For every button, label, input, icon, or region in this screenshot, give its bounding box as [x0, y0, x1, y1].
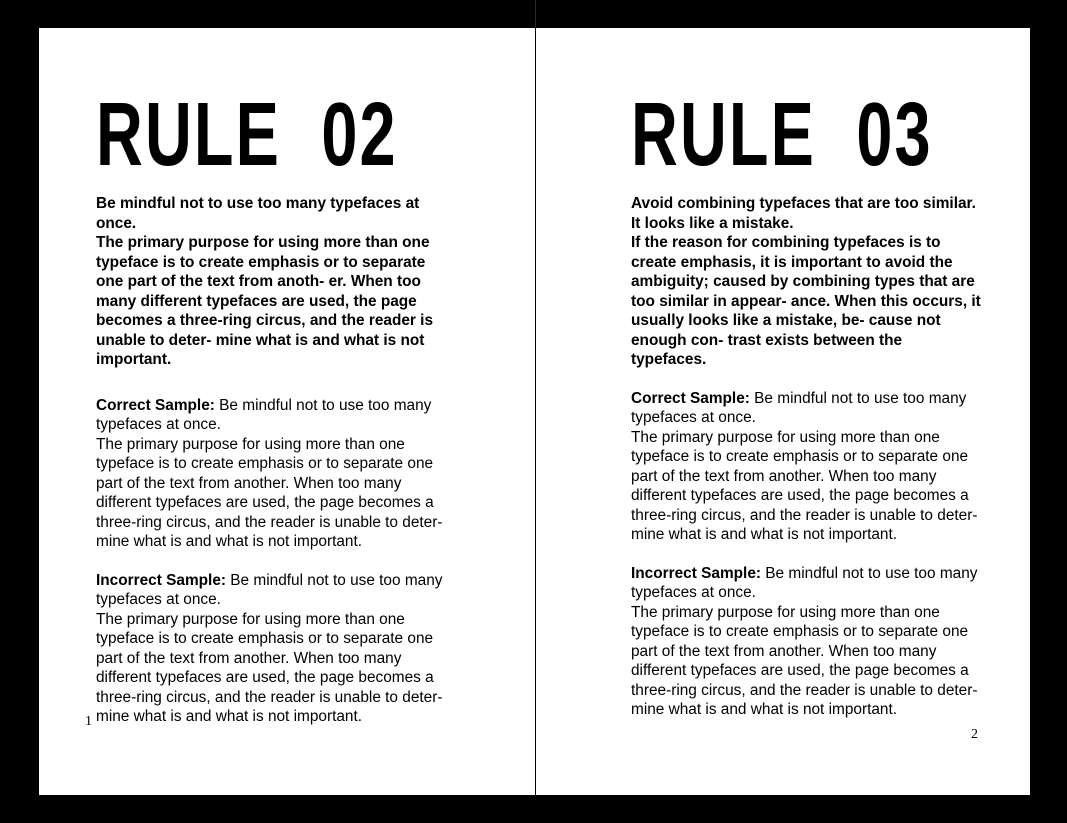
incorrect-sample-label: Incorrect Sample:: [631, 564, 762, 582]
rule-intro-body: The primary purpose for using more than one typeface is to create emphasis or to separate one part of the text from anoth- er. When too many different typefaces are used, the page becomes a three-ring circus, and the reader is unable to deter- mine what is and what is not important.: [96, 234, 434, 368]
correct-sample-first: Be mindful not to use too many typefaces at once.: [96, 396, 432, 433]
rule-intro-body: If the reason for combining typefaces is to create emphasis, it is important to avoid the ambiguity; caused by combining types that are too similar in appear- ance. When this occurs, it usually looks like a mistake, be- cause not enough con- trast exists between the typefaces.: [631, 234, 981, 368]
page-number: 1: [85, 714, 92, 729]
correct-sample-label: Correct Sample:: [631, 389, 750, 407]
correct-sample-label: Correct Sample:: [96, 396, 215, 414]
incorrect-sample-intro: [96, 571, 446, 610]
incorrect-sample-label: Incorrect Sample:: [96, 571, 227, 589]
right-page-content: [631, 85, 981, 720]
correct-sample: [631, 389, 981, 545]
correct-sample-first: Be mindful not to use too many typefaces at once.: [631, 389, 967, 426]
incorrect-sample: [631, 564, 981, 720]
rule-intro-summary: Be mindful not to use too many typefaces at once.: [96, 195, 420, 232]
left-page: [39, 28, 535, 795]
rule-intro: [96, 194, 446, 370]
rule-title: RULE 03: [631, 85, 933, 185]
rule-intro-summary: Avoid combining typefaces that are too similar. It looks like a mistake.: [631, 195, 976, 232]
correct-sample: [96, 396, 446, 552]
spread-spine: [535, 0, 536, 28]
rule-intro: [631, 194, 981, 370]
rule-title: RULE 02: [96, 85, 398, 185]
incorrect-sample: [96, 571, 446, 727]
left-page-content: [96, 85, 446, 727]
incorrect-sample-first: Be mindful not to use too many typefaces at once.: [631, 564, 978, 601]
correct-sample-intro: [631, 389, 981, 428]
incorrect-sample-intro: [631, 564, 981, 603]
correct-sample-body: The primary purpose for using more than one typeface is to create emphasis or to separate one part of the text from another. When too many different typefaces are used, the page becomes a three-ring circus, and the reader is unable to deter- mine what is and what is not important.: [631, 428, 978, 543]
correct-sample-intro: [96, 396, 446, 435]
page-number: 2: [971, 727, 978, 742]
incorrect-sample-body: The primary purpose for using more than one typeface is to create emphasis or to separate one part of the text from another. When too many different typefaces are used, the page becomes a three-ring circus, and the reader is unable to deter- mine what is and what is not important.: [96, 610, 443, 725]
correct-sample-body: The primary purpose for using more than one typeface is to create emphasis or to separate one part of the text from another. When too many different typefaces are used, the page becomes a three-ring circus, and the reader is unable to deter- mine what is and what is not important.: [96, 435, 443, 550]
right-page: [536, 28, 1030, 795]
incorrect-sample-body: The primary purpose for using more than one typeface is to create emphasis or to separate one part of the text from another. When too many different typefaces are used, the page becomes a three-ring circus, and the reader is unable to deter- mine what is and what is not important.: [631, 603, 978, 718]
incorrect-sample-first: Be mindful not to use too many typefaces at once.: [96, 571, 443, 608]
